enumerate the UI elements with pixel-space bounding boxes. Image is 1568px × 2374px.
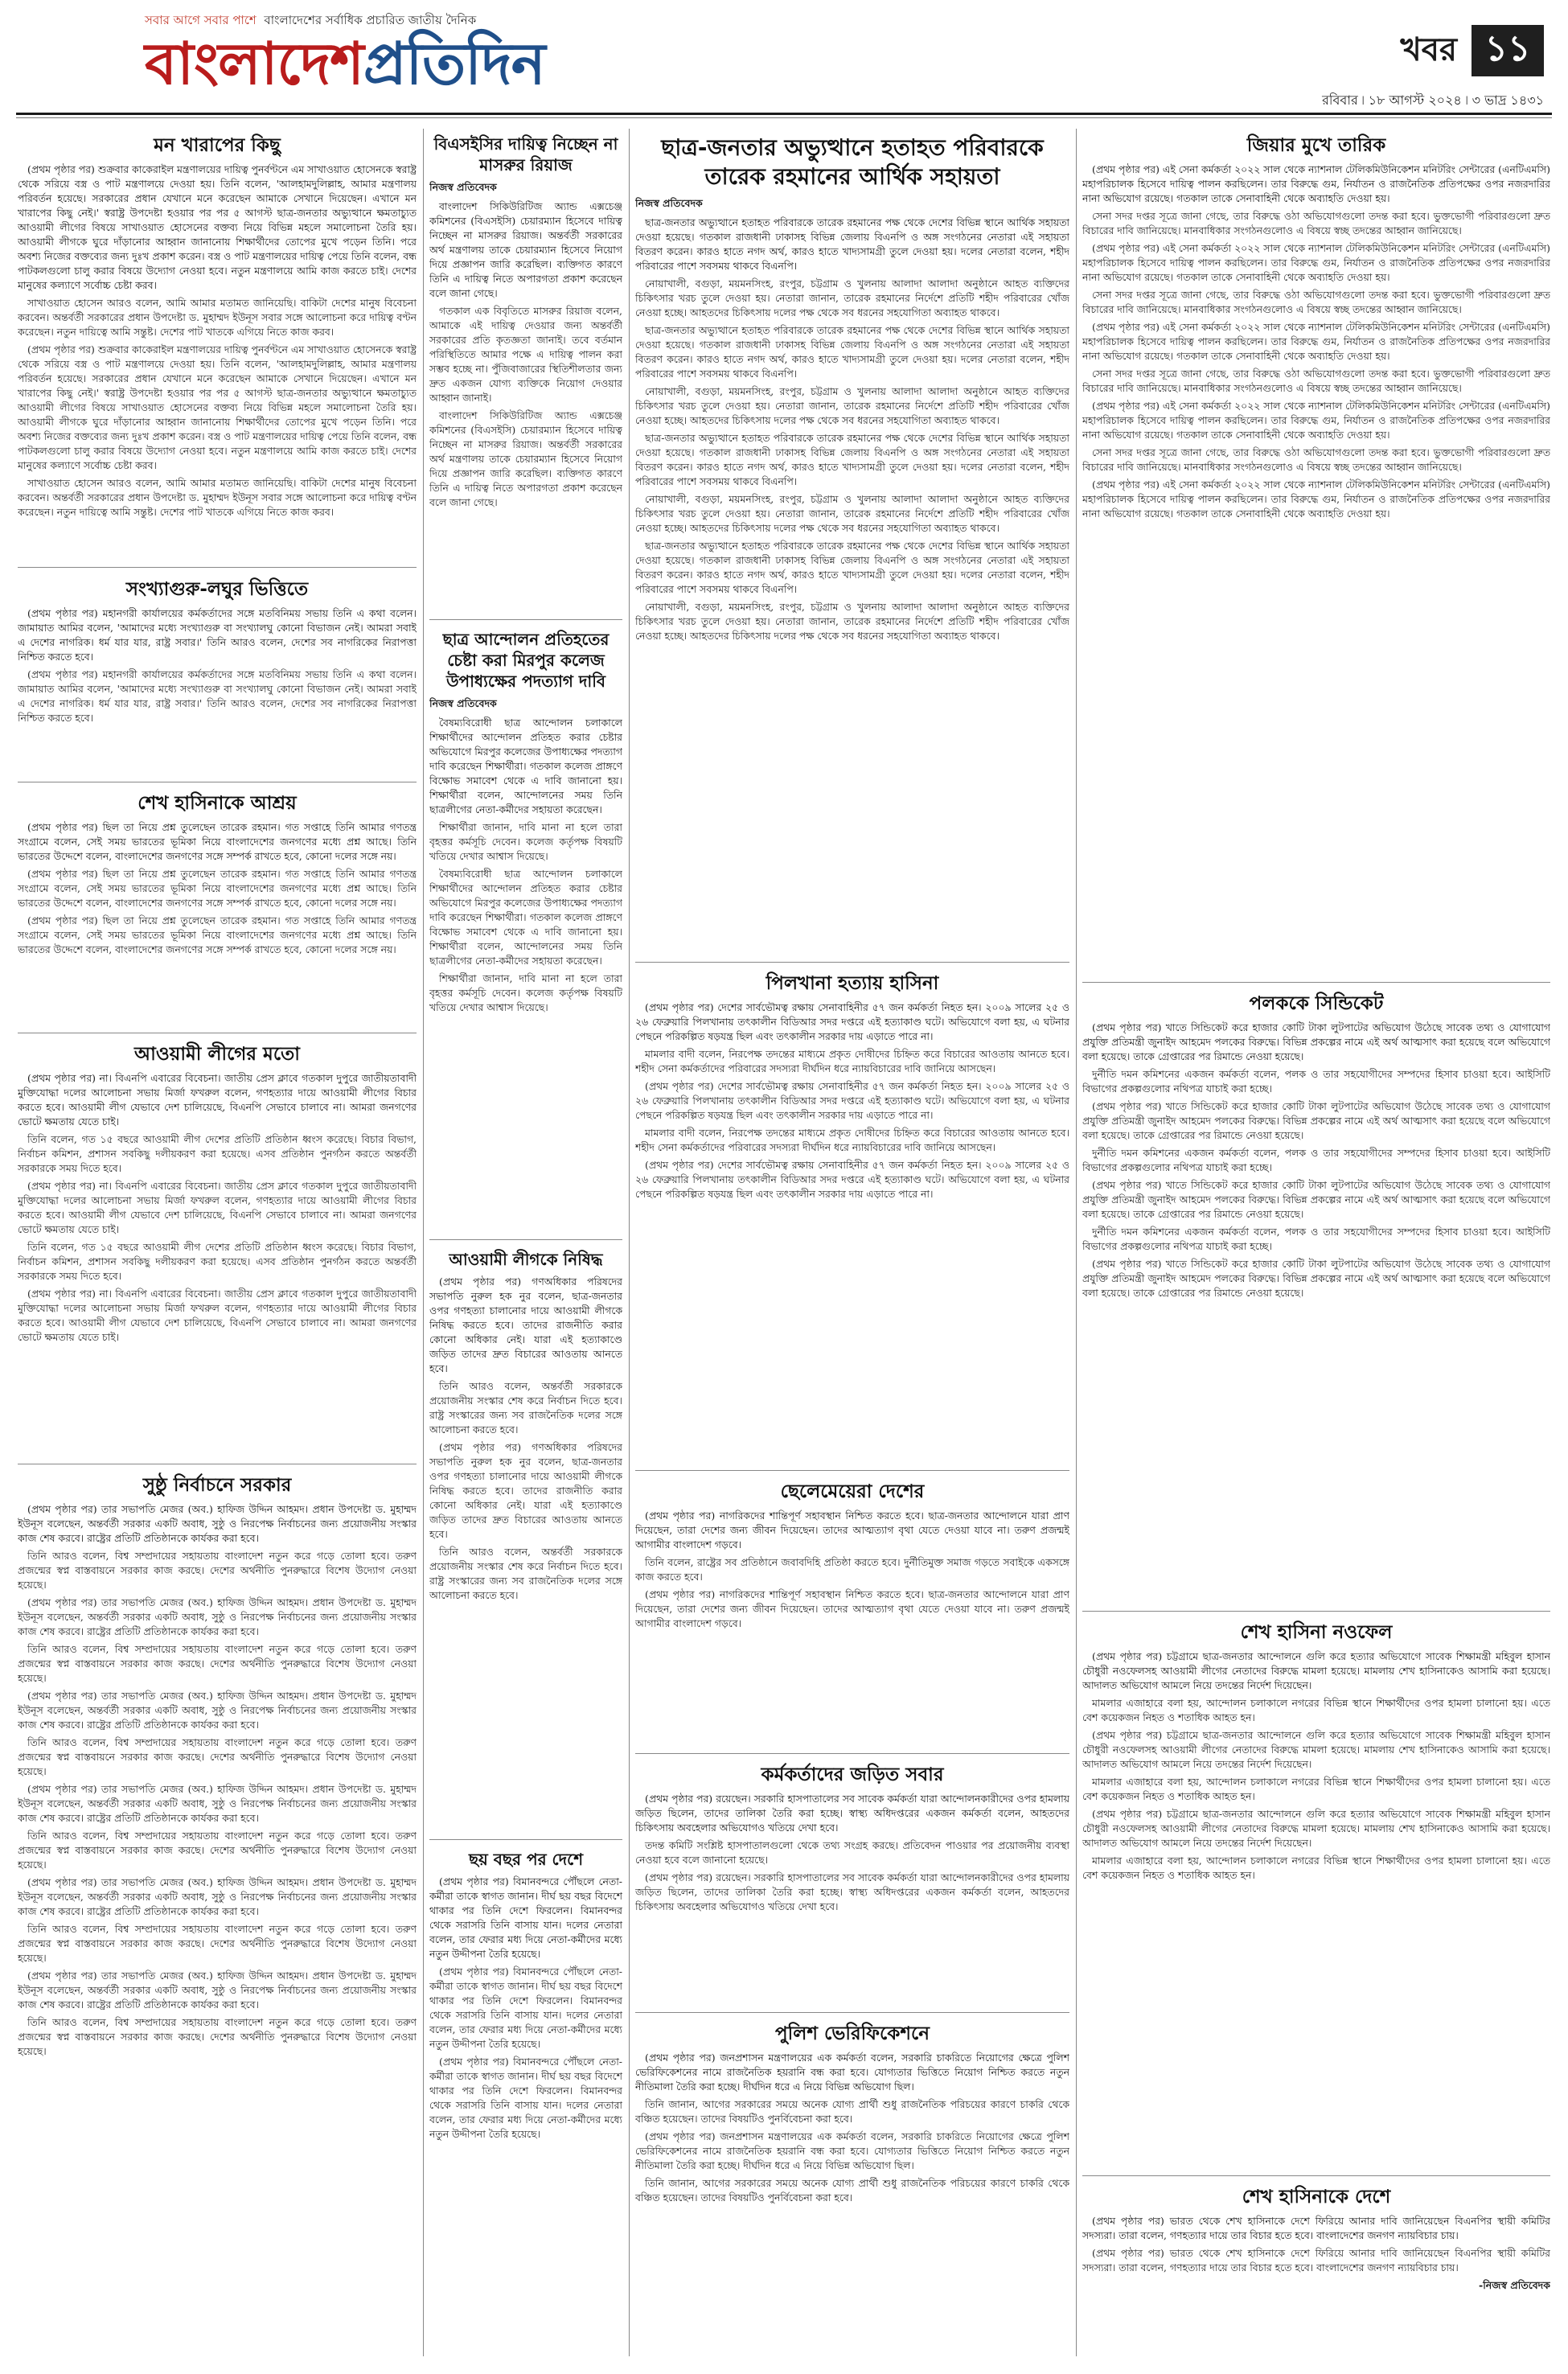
body-chhoy: (প্রথম পৃষ্ঠার পর) বিমানবন্দরে পৌঁছলে নেতা-কর্মীরা তাকে স্বাগত জানান। দীর্ঘ ছয় বছর বিদেশে থাকার পর তিনি দেশে ফিরলেন। বিমানবন্দর থেকে সরাসরি তিনি বাসায় যান। দলের নেতারা বলেন, তার ফেরার মধ্য দিয়ে নেতা-কর্মীদের মধ্যে নতুন উদ্দীপনা তৈরি হয়েছে। [429,1875,622,1960]
headline-sankhya: সংখ্যাগুরু-লঘুর ভিত্তিতে [125,579,309,600]
logo-wordmark: বাংলাদেশপ্রতিদিন [145,30,545,97]
body-palok-cont5: দুর্নীতি দমন কমিশনের একজন কর্মকর্তা বলেন, পলক ও তার সহযোগীদের সম্পদের হিসাব চাওয়া হবে। আইসিটি বিভাগের প্রকল্পগুলোর নথিপত্র যাচাই করা হচ্ছে। [1082,1226,1550,1252]
byline-mirpur: নিজস্ব প্রতিবেদক [429,697,497,709]
article-mirpur [429,624,622,1235]
body-mirpur-cont2: বৈষম্যবিরোধী ছাত্র আন্দোলন চলাকালে শিক্ষার্থীদের আন্দোলন প্রতিহত করার চেষ্টার অভিযোগে মিরপুর কলেজের উপাধ্যক্ষের পদত্যাগ দাবি করেছেন শিক্ষার্থীরা। গতকাল কলেজ প্রাঙ্গণে বিক্ষোভ সমাবেশ থেকে এ দাবি জানানো হয়। শিক্ষার্থীরা বলেন, আন্দোলনের সময় তিনি ছাত্রলীগের নেতা-কর্মীদের সহায়তা করেছেন। [429,868,622,967]
headline-noffel: শেখ হাসিনা নওফেল [1240,1622,1393,1643]
divider [1082,982,1550,983]
header-rule [16,113,1552,115]
body-sushthu-cont11: তিনি আরও বলেন, বিশ্ব সম্প্রদায়ের সহায়তায় বাংলাদেশ নতুন করে গড়ে তোলা হবে। তরুণ প্রজন্মের স্বপ্ন বাস্তবায়নে সরকার কাজ করছে। দেশের অর্থনীতি পুনরুদ্ধারে বিশেষ উদ্যোগ নেওয়া হয়েছে। [18,2016,417,2057]
body-pilkhana-cont4: (প্রথম পৃষ্ঠার পর) দেশের সার্বভৌমত্ব রক্ষায় সেনাবাহিনীর ৫৭ জন কর্মকর্তা নিহত হন। ২০০৯ সালের ২৫ ও ২৬ ফেব্রুয়ারি পিলখানায় তৎকালীন বিডিআর সদর দপ্তরে এই হত্যাকাণ্ড ঘটে। অভিযোগে বলা হয়, এ ঘটনার পেছনে পরিকল্পিত ষড়যন্ত্র ছিল এবং তৎকালীন সরকার দায় এড়াতে পারে না। [635,1159,1069,1200]
body-palok-cont: দুর্নীতি দমন কমিশনের একজন কর্মকর্তা বলেন, পলক ও তার সহযোগীদের সম্পদের হিসাব চাওয়া হবে। আইসিটি বিভাগের প্রকল্পগুলোর নথিপত্র যাচাই করা হচ্ছে। [1082,1068,1550,1095]
body-ziaur: (প্রথম পৃষ্ঠার পর) এই সেনা কর্মকর্তা ২০২২ সাল থেকে ন্যাশনাল টেলিকমিউনিকেশন মনিটরিং সেন্টারের (এনটিএমসি) মহাপরিচালক হিসেবে দায়িত্ব পালন করছিলেন। তার বিরুদ্ধে গুম, নির্যাতন ও রাজনৈতিক প্রতিপক্ষের ওপর নজরদারির নানা অভিযোগ রয়েছে। গতকাল তাকে সেনাবাহিনী থেকে অব্যাহতি দেওয়া হয়। [1082,163,1550,204]
body-mon-kharap-cont3: সাখাওয়াত হোসেন আরও বলেন, আমি আমার মতামত জানিয়েছি। বাকিটা দেশের মানুষ বিবেচনা করবেন। অন্তর্বর্তী সরকারের প্রধান উপদেষ্টা ড. মুহাম্মদ ইউনূস সবার সঙ্গে আলোচনা করে দায়িত্ব বণ্টন করেছেন। নতুন দায়িত্বে আমি সন্তুষ্ট। দেশের পাট খাতকে এগিয়ে নিতে কাজ করব। [18,477,417,518]
body-police-cont3: তিনি জানান, আগের সরকারের সময়ে অনেক যোগ্য প্রার্থী শুধু রাজনৈতিক পরিচয়ের কারণে চাকরি থেকে বঞ্চিত হয়েছেন। তাদের বিষয়টিও পুনর্বিবেচনা করা হবে। [635,2177,1069,2204]
newspaper-logo[interactable] [145,11,627,108]
column-divider [629,129,630,2356]
article-sushthu [18,1468,417,2353]
body-sushthu: (প্রথম পৃষ্ঠার পর) তার সভাপতি মেজর (অব.) হাফিজ উদ্দিন আহমদ। প্রধান উপদেষ্টা ড. মুহাম্মদ ইউনূস বলেছেন, অন্তর্বর্তী সরকার একটি অবাধ, সুষ্ঠু ও নিরপেক্ষ নির্বাচনের জন্য প্রয়োজনীয় সংস্কার কাজ শেষ করবে। রাষ্ট্রের প্রতিটি প্রতিষ্ঠানকে কার্যকর করা হবে। [18,1503,417,1544]
body-sankhya: (প্রথম পৃষ্ঠার পর) মহানগরী কার্যালয়ের কর্মকর্তাদের সঙ্গে মতবিনিময় সভায় তিনি এ কথা বলেন। জামায়াত আমির বলেন, 'আমাদের মধ্যে সংখ্যাগুরু বা সংখ্যালঘু কোনো বিভাজন নেই। আমরা সবাই এ দেশের নাগরিক। ধর্ম যার যার, রাষ্ট্র সবার।' তিনি আরও বলেন, দেশের সব নাগরিকের নিরাপত্তা নিশ্চিত করতে হবে। [18,607,417,663]
body-chhelemeyera-cont: তিনি বলেন, রাষ্ট্রের সব প্রতিষ্ঠানে জবাবদিহি প্রতিষ্ঠা করতে হবে। দুর্নীতিমুক্ত সমাজ গড়তে সবাইকে একসঙ্গে কাজ করতে হবে। [635,1556,1069,1583]
body-sushthu-cont8: (প্রথম পৃষ্ঠার পর) তার সভাপতি মেজর (অব.) হাফিজ উদ্দিন আহমদ। প্রধান উপদেষ্টা ড. মুহাম্মদ ইউনূস বলেছেন, অন্তর্বর্তী সরকার একটি অবাধ, সুষ্ঠু ও নিরপেক্ষ নির্বাচনের জন্য প্রয়োজনীয় সংস্কার কাজ শেষ করবে। রাষ্ট্রের প্রতিটি প্রতিষ্ঠানকে কার্যকর করা হবে। [18,1876,417,1917]
body-kormokorta-cont2: (প্রথম পৃষ্ঠার পর) রয়েছেন। সরকারি হাসপাতালের সব সাবেক কর্মকর্তা যারা আন্দোলনকারীদের ওপর হামলায় জড়িত ছিলেন, তাদের তালিকা তৈরি করা হচ্ছে। স্বাস্থ্য অধিদপ্তরের একজন কর্মকর্তা বলেন, আহতদের চিকিৎসায় অবহেলার অভিযোগও খতিয়ে দেখা হবে। [635,1871,1069,1912]
body-chhoy-cont: (প্রথম পৃষ্ঠার পর) বিমানবন্দরে পৌঁছলে নেতা-কর্মীরা তাকে স্বাগত জানান। দীর্ঘ ছয় বছর বিদেশে থাকার পর তিনি দেশে ফিরলেন। বিমানবন্দর থেকে সরাসরি তিনি বাসায় যান। দলের নেতারা বলেন, তার ফেরার মধ্য দিয়ে নেতা-কর্মীদের মধ্যে নতুন উদ্দীপনা তৈরি হয়েছে। [429,1965,622,2050]
body-sheikh-ashray: (প্রথম পৃষ্ঠার পর) ছিল তা নিয়ে প্রশ্ন তুলেছেন তারেক রহমান। গত সপ্তাহে তিনি আমার গণতন্ত্র সংগ্রামে বলেন, সেই সময় ভারতের ভূমিকা নিয়ে বাংলাদেশের জনগণের মধ্যে প্রশ্ন আছে। তিনি ভারতের উদ্দেশে বলেন, বাংলাদেশের জনগণের সঙ্গে সম্পর্ক রাখতে হবে, কোনো দলের সঙ্গে নয়। [18,821,417,862]
body-palok-cont2: (প্রথম পৃষ্ঠার পর) খাতে সিন্ডিকেট করে হাজার কোটি টাকা লুটপাটের অভিযোগ উঠেছে সাবেক তথ্য ও যোগাযোগ প্রযুক্তি প্রতিমন্ত্রী জুনাইদ আহমেদ পলকের বিরুদ্ধে। বিভিন্ন প্রকল্পের নামে এই অর্থ আত্মসাৎ করা হয়েছে বলে অভিযোগে বলা হয়েছে। তাকে গ্রেপ্তারের পর রিমান্ডে নেওয়া হয়েছে। [1082,1100,1550,1141]
body-bsec-cont: গতকাল এক বিবৃতিতে মাসরুর রিয়াজ বলেন, আমাকে এই দায়িত্ব দেওয়ার জন্য অন্তর্বর্তী সরকারের প্রতি কৃতজ্ঞতা জানাই। তবে বর্তমান পরিস্থিতিতে আমার পক্ষে এ দায়িত্ব পালন করা সম্ভব হচ্ছে না। পুঁজিবাজারের স্থিতিশীলতার জন্য দ্রুত একজন যোগ্য ব্যক্তিকে নিয়োগ দেওয়ার আহ্বান জানাই। [429,305,622,404]
headline-chhoy: ছয় বছর পর দেশে [468,1850,584,1869]
divider [429,619,622,620]
body-pilkhana-cont3: মামলার বাদী বলেন, নিরপেক্ষ তদন্তের মাধ্যমে প্রকৃত দোষীদের চিহ্নিত করে বিচারের আওতায় আনতে হবে। শহীদ সেনা কর্মকর্তাদের পরিবারের সদস্যরা দীর্ঘদিন ধরে ন্যায়বিচারের দাবি জানিয়ে আসছেন। [635,1127,1069,1153]
body-pilkhana-cont: মামলার বাদী বলেন, নিরপেক্ষ তদন্তের মাধ্যমে প্রকৃত দোষীদের চিহ্নিত করে বিচারের আওতায় আনতে হবে। শহীদ সেনা কর্মকর্তাদের পরিবারের সদস্যরা দীর্ঘদিন ধরে ন্যায়বিচারের দাবি জানিয়ে আসছেন। [635,1048,1069,1074]
body-noffel-cont3: মামলার এজাহারে বলা হয়, আন্দোলন চলাকালে নগরের বিভিন্ন স্থানে শিক্ষার্থীদের ওপর হামলা চালানো হয়। এতে বেশ কয়েকজন নিহত ও শতাধিক আহত হন। [1082,1776,1550,1802]
body-sushthu-cont5: তিনি আরও বলেন, বিশ্ব সম্প্রদায়ের সহায়তায় বাংলাদেশ নতুন করে গড়ে তোলা হবে। তরুণ প্রজন্মের স্বপ্ন বাস্তবায়নে সরকার কাজ করছে। দেশের অর্থনীতি পুনরুদ্ধারে বিশেষ উদ্যোগ নেওয়া হয়েছে। [18,1736,417,1777]
body-palok: (প্রথম পৃষ্ঠার পর) খাতে সিন্ডিকেট করে হাজার কোটি টাকা লুটপাটের অভিযোগ উঠেছে সাবেক তথ্য ও যোগাযোগ প্রযুক্তি প্রতিমন্ত্রী জুনাইদ আহমেদ পলকের বিরুদ্ধে। বিভিন্ন প্রকল্পের নামে এই অর্থ আত্মসাৎ করা হয়েছে বলে অভিযোগে বলা হয়েছে। তাকে গ্রেপ্তারের পর রিমান্ডে নেওয়া হয়েছে। [1082,1021,1550,1062]
body-nishiddho-cont: তিনি আরও বলেন, অন্তর্বর্তী সরকারকে প্রয়োজনীয় সংস্কার শেষ করে নির্বাচন দিতে হবে। রাষ্ট্র সংস্কারের জন্য সব রাজনৈতিক দলের সঙ্গে আলোচনা করতে হবে। [429,1380,622,1435]
body-noffel-cont5: মামলার এজাহারে বলা হয়, আন্দোলন চলাকালে নগরের বিভিন্ন স্থানে শিক্ষার্থীদের ওপর হামলা চালানো হয়। এতে বেশ কয়েকজন নিহত ও শতাধিক আহত হন। [1082,1854,1550,1881]
headline-police: পুলিশ ভেরিফিকেশনে [775,2023,930,2044]
body-tarek-help-cont7: নোয়াখালী, বগুড়া, ময়মনসিংহ, রংপুর, চট্টগ্রাম ও খুলনায় আলাদা আলাদা অনুষ্ঠানে আহত ব্যক্তিদের চিকিৎসার খরচ তুলে দেওয়া হয়। নেতারা জানান, তারেক রহমানের নির্দেশে প্রতিটি শহীদ পরিবারের খোঁজ নেওয়া হচ্ছে। আহতদের চিকিৎসায় দলের পক্ষ থেকে সব ধরনের সহযোগিতা অব্যাহত থাকবে। [635,601,1069,642]
body-sankhya-cont: (প্রথম পৃষ্ঠার পর) মহানগরী কার্যালয়ের কর্মকর্তাদের সঙ্গে মতবিনিময় সভায় তিনি এ কথা বলেন। জামায়াত আমির বলেন, 'আমাদের মধ্যে সংখ্যাগুরু বা সংখ্যালঘু কোনো বিভাজন নেই। আমরা সবাই এ দেশের নাগরিক। ধর্ম যার যার, রাষ্ট্র সবার।' তিনি আরও বলেন, দেশের সব নাগরিকের নিরাপত্তা নিশ্চিত করতে হবে। [18,668,417,724]
body-kormokorta-cont: তদন্ত কমিটি সংশ্লিষ্ট হাসপাতালগুলো থেকে তথ্য সংগ্রহ করছে। প্রতিবেদন পাওয়ার পর প্রয়োজনীয় ব্যবস্থা নেওয়া হবে বলে জানানো হয়েছে। [635,1839,1069,1866]
article-awami-moto [18,1037,417,1460]
divider [429,1839,622,1840]
article-pilkhana [635,967,1069,1465]
article-chhoy [429,1844,622,2355]
body-mon-kharap-cont2: (প্রথম পৃষ্ঠার পর) শুক্রবার কাকেরাইল মন্ত্রণালয়ের দায়িত্ব পুনর্বণ্টনে এম সাখাওয়াত হোসেনকে স্বরাষ্ট্র থেকে সরিয়ে বস্ত্র ও পাট মন্ত্রণালয়ে দেওয়া হয়। তিনি বলেন, 'আলহামদুলিল্লাহ, আমার মন্ত্রণালয় পরিবর্তন হয়েছে। সরকারের প্রধান যেখানে মনে করেছেন আমাকে সেখানে দিয়েছেন। এখানে মন খারাপের কিছু নেই।' স্বরাষ্ট্র উপদেষ্টা হওয়ার পর পর ৫ আগস্ট ছাত্র-জনতার অভ্যুত্থানে ক্ষমতাচ্যুত আওয়ামী লীগের বিষয়ে সাখাওয়াত হোসেনের বক্তব্য নিয়ে বিভিন্ন মহলে সমালোচনা তৈরি হয়। আওয়ামী লীগকে ঘুরে দাঁড়ানোর আহ্বান জানানোয় শিক্ষার্থীদের তোপের মুখে পড়েন তিনি। পরে অবশ্য নিজের বক্তব্যের জন্য দুঃখ প্রকাশ করেন। বস্ত্র ও পাট মন্ত্রণালয়ের দায়িত্ব পেয়ে তিনি বলেন, বন্ধ পাটকলগুলো চালু করার বিষয়ে উদ্যোগ নেওয়া হবে। নতুন মন্ত্রণালয়ে আমি কাজ করতে চাই। দেশের মানুষের কল্যাণে সর্বোচ্চ চেষ্টা করব। [18,343,417,471]
body-mon-kharap-cont: সাখাওয়াত হোসেন আরও বলেন, আমি আমার মতামত জানিয়েছি। বাকিটা দেশের মানুষ বিবেচনা করবেন। অন্তর্বর্তী সরকারের প্রধান উপদেষ্টা ড. মুহাম্মদ ইউনূস সবার সঙ্গে আলোচনা করে দায়িত্ব বণ্টন করেছেন। নতুন দায়িত্বে আমি সন্তুষ্ট। দেশের পাট খাতকে এগিয়ে নিতে কাজ করব। [18,297,417,338]
body-sushthu-cont7: তিনি আরও বলেন, বিশ্ব সম্প্রদায়ের সহায়তায় বাংলাদেশ নতুন করে গড়ে তোলা হবে। তরুণ প্রজন্মের স্বপ্ন বাস্তবায়নে সরকার কাজ করছে। দেশের অর্থনীতি পুনরুদ্ধারে বিশেষ উদ্যোগ নেওয়া হয়েছে। [18,1830,417,1871]
headline-kormokorta: কর্মকর্তাদের জড়িত সবার [761,1764,944,1785]
body-chhoy-cont2: (প্রথম পৃষ্ঠার পর) বিমানবন্দরে পৌঁছলে নেতা-কর্মীরা তাকে স্বাগত জানান। দীর্ঘ ছয় বছর বিদেশে থাকার পর তিনি দেশে ফিরলেন। বিমানবন্দর থেকে সরাসরি তিনি বাসায় যান। দলের নেতারা বলেন, তার ফেরার মধ্য দিয়ে নেতা-কর্মীদের মধ্যে নতুন উদ্দীপনা তৈরি হয়েছে। [429,2056,622,2140]
article-ziaur [1082,129,1550,977]
body-awami-moto: (প্রথম পৃষ্ঠার পর) না। বিএনপি এবারের বিবেচনা। জাতীয় প্রেস ক্লাবে গতকাল দুপুরে জাতীয়তাবাদী মুক্তিযোদ্ধা দলের আলোচনা সভায় মির্জা ফখরুল বলেন, গণহত্যার দায়ে আওয়ামী লীগের বিচার করতে হবে। আওয়ামী লীগ যেভাবে দেশ চালিয়েছে, বিএনপি সেভাবে চালাবে না। আমরা জনগণের ভোটে ক্ষমতায় যেতে চাই। [18,1072,417,1127]
headline-mirpur: ছাত্র আন্দোলন প্রতিহতের চেষ্টা করা মিরপুর কলেজ উপাধ্যক্ষের পদত্যাগ দাবি [442,630,610,691]
article-sheikh-deshe [1082,2180,1550,2356]
headline-tarek-help: ছাত্র-জনতার অভ্যুত্থানে হতাহত পরিবারকে তারেক রহমানের আর্থিক সহায়তা [661,134,1044,190]
body-police-cont: তিনি জানান, আগের সরকারের সময়ে অনেক যোগ্য প্রার্থী শুধু রাজনৈতিক পরিচয়ের কারণে চাকরি থেকে বঞ্চিত হয়েছেন। তাদের বিষয়টিও পুনর্বিবেচনা করা হবে। [635,2098,1069,2125]
article-kormokorta [635,1758,1069,2007]
divider [429,1239,622,1240]
article-mon-kharap [18,129,417,563]
headline-ziaur: জিয়ার মুখে তারিক [1246,135,1386,156]
divider [635,2012,1069,2013]
body-ziaur-cont3: সেনা সদর দপ্তর সূত্রে জানা গেছে, তার বিরুদ্ধে ওঠা অভিযোগগুলো তদন্ত করা হবে। ভুক্তভোগী পরিবারগুলো দ্রুত বিচারের দাবি জানিয়েছে। মানবাধিকার সংগঠনগুলোও এ বিষয়ে স্বচ্ছ তদন্তের আহ্বান জানিয়েছে। [1082,289,1550,315]
body-noffel-cont: মামলার এজাহারে বলা হয়, আন্দোলন চলাকালে নগরের বিভিন্ন স্থানে শিক্ষার্থীদের ওপর হামলা চালানো হয়। এতে বেশ কয়েকজন নিহত ও শতাধিক আহত হন। [1082,1697,1550,1723]
divider [635,962,1069,963]
byline-tarek-help: নিজস্ব প্রতিবেদক [635,197,703,209]
body-ziaur-cont2: (প্রথম পৃষ্ঠার পর) এই সেনা কর্মকর্তা ২০২২ সাল থেকে ন্যাশনাল টেলিকমিউনিকেশন মনিটরিং সেন্টারের (এনটিএমসি) মহাপরিচালক হিসেবে দায়িত্ব পালন করছিলেন। তার বিরুদ্ধে গুম, নির্যাতন ও রাজনৈতিক প্রতিপক্ষের ওপর নজরদারির নানা অভিযোগ রয়েছে। গতকাল তাকে সেনাবাহিনী থেকে অব্যাহতি দেওয়া হয়। [1082,242,1550,283]
body-mirpur: বৈষম্যবিরোধী ছাত্র আন্দোলন চলাকালে শিক্ষার্থীদের আন্দোলন প্রতিহত করার চেষ্টার অভিযোগে মিরপুর কলেজের উপাধ্যক্ষের পদত্যাগ দাবি করেছেন শিক্ষার্থীরা। গতকাল কলেজ প্রাঙ্গণে বিক্ষোভ সমাবেশ থেকে এ দাবি জানানো হয়। শিক্ষার্থীরা বলেন, আন্দোলনের সময় তিনি ছাত্রলীগের নেতা-কর্মীদের সহায়তা করেছেন। [429,717,622,815]
headline-chhelemeyera: ছেলেমেয়েরা দেশের [780,1481,925,1502]
headline-sushthu: সুষ্ঠু নির্বাচনে সরকার [142,1475,292,1496]
body-ziaur-cont: সেনা সদর দপ্তর সূত্রে জানা গেছে, তার বিরুদ্ধে ওঠা অভিযোগগুলো তদন্ত করা হবে। ভুক্তভোগী পরিবারগুলো দ্রুত বিচারের দাবি জানিয়েছে। মানবাধিকার সংগঠনগুলোও এ বিষয়ে স্বচ্ছ তদন্তের আহ্বান জানিয়েছে। [1082,210,1550,236]
body-awami-moto-cont4: (প্রথম পৃষ্ঠার পর) না। বিএনপি এবারের বিবেচনা। জাতীয় প্রেস ক্লাবে গতকাল দুপুরে জাতীয়তাবাদী মুক্তিযোদ্ধা দলের আলোচনা সভায় মির্জা ফখরুল বলেন, গণহত্যার দায়ে আওয়ামী লীগের বিচার করতে হবে। আওয়ামী লীগ যেভাবে দেশ চালিয়েছে, বিএনপি সেভাবে চালাবে না। আমরা জনগণের ভোটে ক্ষমতায় যেতে চাই। [18,1288,417,1343]
body-sushthu-cont2: (প্রথম পৃষ্ঠার পর) তার সভাপতি মেজর (অব.) হাফিজ উদ্দিন আহমদ। প্রধান উপদেষ্টা ড. মুহাম্মদ ইউনূস বলেছেন, অন্তর্বর্তী সরকার একটি অবাধ, সুষ্ঠু ও নিরপেক্ষ নির্বাচনের জন্য প্রয়োজনীয় সংস্কার কাজ শেষ করবে। রাষ্ট্রের প্রতিটি প্রতিষ্ঠানকে কার্যকর করা হবে। [18,1596,417,1637]
body-sushthu-cont6: (প্রথম পৃষ্ঠার পর) তার সভাপতি মেজর (অব.) হাফিজ উদ্দিন আহমদ। প্রধান উপদেষ্টা ড. মুহাম্মদ ইউনূস বলেছেন, অন্তর্বর্তী সরকার একটি অবাধ, সুষ্ঠু ও নিরপেক্ষ নির্বাচনের জন্য প্রয়োজনীয় সংস্কার কাজ শেষ করবে। রাষ্ট্রের প্রতিটি প্রতিষ্ঠানকে কার্যকর করা হবে। [18,1783,417,1824]
byline-sheikh-deshe: -নিজস্ব প্রতিবেদক [1479,2279,1550,2291]
body-noffel: (প্রথম পৃষ্ঠার পর) চট্টগ্রামে ছাত্র-জনতার আন্দোলনে গুলি করে হত্যার অভিযোগে সাবেক শিক্ষামন্ত্রী মহিবুল হাসান চৌধুরী নওফেলসহ আওয়ামী লীগের নেতাদের বিরুদ্ধে মামলা হয়েছে। মামলায় শেখ হাসিনাকেও আসামি করা হয়েছে। আদালত অভিযোগ আমলে নিয়ে তদন্তের নির্দেশ দিয়েছেন। [1082,1650,1550,1691]
body-noffel-cont4: (প্রথম পৃষ্ঠার পর) চট্টগ্রামে ছাত্র-জনতার আন্দোলনে গুলি করে হত্যার অভিযোগে সাবেক শিক্ষামন্ত্রী মহিবুল হাসান চৌধুরী নওফেলসহ আওয়ামী লীগের নেতাদের বিরুদ্ধে মামলা হয়েছে। মামলায় শেখ হাসিনাকেও আসামি করা হয়েছে। আদালত অভিযোগ আমলে নিয়ে তদন্তের নির্দেশ দিয়েছেন। [1082,1808,1550,1849]
body-mirpur-cont3: শিক্ষার্থীরা জানান, দাবি মানা না হলে তারা বৃহত্তর কর্মসূচি দেবেন। কলেজ কর্তৃপক্ষ বিষয়টি খতিয়ে দেখার আশ্বাস দিয়েছে। [429,972,622,1013]
body-ziaur-cont8: (প্রথম পৃষ্ঠার পর) এই সেনা কর্মকর্তা ২০২২ সাল থেকে ন্যাশনাল টেলিকমিউনিকেশন মনিটরিং সেন্টারের (এনটিএমসি) মহাপরিচালক হিসেবে দায়িত্ব পালন করছিলেন। তার বিরুদ্ধে গুম, নির্যাতন ও রাজনৈতিক প্রতিপক্ষের ওপর নজরদারির নানা অভিযোগ রয়েছে। গতকাল তাকে সেনাবাহিনী থেকে অব্যাহতি দেওয়া হয়। [1082,478,1550,520]
byline-bsec: নিজস্ব প্রতিবেদক [429,181,497,193]
body-pilkhana: (প্রথম পৃষ্ঠার পর) দেশের সার্বভৌমত্ব রক্ষায় সেনাবাহিনীর ৫৭ জন কর্মকর্তা নিহত হন। ২০০৯ সালের ২৫ ও ২৬ ফেব্রুয়ারি পিলখানায় তৎকালীন বিডিআর সদর দপ্তরে এই হত্যাকাণ্ড ঘটে। অভিযোগে বলা হয়, এ ঘটনার পেছনে পরিকল্পিত ষড়যন্ত্র ছিল এবং তৎকালীন সরকার দায় এড়াতে পারে না। [635,1001,1069,1042]
body-noffel-cont2: (প্রথম পৃষ্ঠার পর) চট্টগ্রামে ছাত্র-জনতার আন্দোলনে গুলি করে হত্যার অভিযোগে সাবেক শিক্ষামন্ত্রী মহিবুল হাসান চৌধুরী নওফেলসহ আওয়ামী লীগের নেতাদের বিরুদ্ধে মামলা হয়েছে। মামলায় শেখ হাসিনাকেও আসামি করা হয়েছে। আদালত অভিযোগ আমলে নিয়ে তদন্তের নির্দেশ দিয়েছেন। [1082,1729,1550,1770]
headline-sheikh-ashray: শেখ হাসিনাকে আশ্রয় [138,793,297,814]
body-tarek-help: ছাত্র-জনতার অভ্যুত্থানে হতাহত পরিবারকে তারেক রহমানের পক্ষ থেকে দেশের বিভিন্ন স্থানে আর্থিক সহায়তা দেওয়া হয়েছে। গতকাল রাজধানী ঢাকাসহ বিভিন্ন জেলায় বিএনপি ও অঙ্গ সংগঠনের নেতারা এই সহায়তা বিতরণ করেন। কারও হাতে নগদ অর্থ, কারও হাতে খাদ্যসামগ্রী তুলে দেওয়া হয়। দলের নেতারা বলেন, শহীদ পরিবারের পাশে সবসময় থাকবে বিএনপি। [635,216,1069,272]
headline-bsec: বিএসইসির দায়িত্ব নিচ্ছেন না মাসরুর রিয়াজ [433,134,618,175]
column-divider [423,129,424,2356]
body-nishiddho: (প্রথম পৃষ্ঠার পর) গণঅধিকার পরিষদের সভাপতি নুরুল হক নুর বলেন, ছাত্র-জনতার ওপর গণহত্যা চালানোর দায়ে আওয়ামী লীগকে নিষিদ্ধ করতে হবে। তাদের রাজনীতি করার কোনো অধিকার নেই। যারা এই হত্যাকাণ্ডে জড়িত তাদের দ্রুত বিচারের আওতায় আনতে হবে। [429,1275,622,1374]
body-sheikh-ashray-cont2: (প্রথম পৃষ্ঠার পর) ছিল তা নিয়ে প্রশ্ন তুলেছেন তারেক রহমান। গত সপ্তাহে তিনি আমার গণতন্ত্র সংগ্রামে বলেন, সেই সময় ভারতের ভূমিকা নিয়ে বাংলাদেশের জনগণের মধ্যে প্রশ্ন আছে। তিনি ভারতের উদ্দেশে বলেন, বাংলাদেশের জনগণের সঙ্গে সম্পর্ক রাখতে হবে, কোনো দলের সঙ্গে নয়। [18,914,417,955]
body-nishiddho-cont2: (প্রথম পৃষ্ঠার পর) গণঅধিকার পরিষদের সভাপতি নুরুল হক নুর বলেন, ছাত্র-জনতার ওপর গণহত্যা চালানোর দায়ে আওয়ামী লীগকে নিষিদ্ধ করতে হবে। তাদের রাজনীতি করার কোনো অধিকার নেই। যারা এই হত্যাকাণ্ডে জড়িত তাদের দ্রুত বিচারের আওতায় আনতে হবে। [429,1441,622,1540]
headline-palok: পলককে সিন্ডিকেট [1249,993,1384,1014]
body-tarek-help-cont5: নোয়াখালী, বগুড়া, ময়মনসিংহ, রংপুর, চট্টগ্রাম ও খুলনায় আলাদা আলাদা অনুষ্ঠানে আহত ব্যক্তিদের চিকিৎসার খরচ তুলে দেওয়া হয়। নেতারা জানান, তারেক রহমানের নির্দেশে প্রতিটি শহীদ পরিবারের খোঁজ নেওয়া হচ্ছে। আহতদের চিকিৎসায় দলের পক্ষ থেকে সব ধরনের সহযোগিতা অব্যাহত থাকবে। [635,493,1069,534]
body-sushthu-cont9: তিনি আরও বলেন, বিশ্ব সম্প্রদায়ের সহায়তায় বাংলাদেশ নতুন করে গড়ে তোলা হবে। তরুণ প্রজন্মের স্বপ্ন বাস্তবায়নে সরকার কাজ করছে। দেশের অর্থনীতি পুনরুদ্ধারে বিশেষ উদ্যোগ নেওয়া হয়েছে। [18,1923,417,1964]
body-bsec: বাংলাদেশ সিকিউরিটিজ অ্যান্ড এক্সচেঞ্জ কমিশনের (বিএসইসি) চেয়ারম্যান হিসেবে দায়িত্ব নিচ্ছেন না মাসরুর রিয়াজ। অন্তর্বর্তী সরকারের অর্থ মন্ত্রণালয় তাকে চেয়ারম্যান হিসেবে নিয়োগ দিয়ে প্রজ্ঞাপন জারি করেছিল। ব্যক্তিগত কারণে তিনি এ দায়িত্ব নিতে অপারগতা প্রকাশ করেছেন বলে জানা গেছে। [429,200,622,299]
divider [1082,2175,1550,2176]
body-ziaur-cont7: সেনা সদর দপ্তর সূত্রে জানা গেছে, তার বিরুদ্ধে ওঠা অভিযোগগুলো তদন্ত করা হবে। ভুক্তভোগী পরিবারগুলো দ্রুত বিচারের দাবি জানিয়েছে। মানবাধিকার সংগঠনগুলোও এ বিষয়ে স্বচ্ছ তদন্তের আহ্বান জানিয়েছে। [1082,446,1550,473]
body-tarek-help-cont2: ছাত্র-জনতার অভ্যুত্থানে হতাহত পরিবারকে তারেক রহমানের পক্ষ থেকে দেশের বিভিন্ন স্থানে আর্থিক সহায়তা দেওয়া হয়েছে। গতকাল রাজধানী ঢাকাসহ বিভিন্ন জেলায় বিএনপি ও অঙ্গ সংগঠনের নেতারা এই সহায়তা বিতরণ করেন। কারও হাতে নগদ অর্থ, কারও হাতে খাদ্যসামগ্রী তুলে দেওয়া হয়। দলের নেতারা বলেন, শহীদ পরিবারের পাশে সবসময় থাকবে বিএনপি। [635,324,1069,380]
body-mon-kharap: (প্রথম পৃষ্ঠার পর) শুক্রবার কাকেরাইল মন্ত্রণালয়ের দায়িত্ব পুনর্বণ্টনে এম সাখাওয়াত হোসেনকে স্বরাষ্ট্র থেকে সরিয়ে বস্ত্র ও পাট মন্ত্রণালয়ে দেওয়া হয়। তিনি বলেন, 'আলহামদুলিল্লাহ, আমার মন্ত্রণালয় পরিবর্তন হয়েছে। সরকারের প্রধান যেখানে মনে করেছেন আমাকে সেখানে দিয়েছেন। এখানে মন খারাপের কিছু নেই।' স্বরাষ্ট্র উপদেষ্টা হওয়ার পর পর ৫ আগস্ট ছাত্র-জনতার অভ্যুত্থানে ক্ষমতাচ্যুত আওয়ামী লীগের বিষয়ে সাখাওয়াত হোসেনের বক্তব্য নিয়ে বিভিন্ন মহলে সমালোচনা তৈরি হয়। আওয়ামী লীগকে ঘুরে দাঁড়ানোর আহ্বান জানানোয় শিক্ষার্থীদের তোপের মুখে পড়েন তিনি। পরে অবশ্য নিজের বক্তব্যের জন্য দুঃখ প্রকাশ করেন। বস্ত্র ও পাট মন্ত্রণালয়ের দায়িত্ব পেয়ে তিনি বলেন, বন্ধ পাটকলগুলো চালু করার বিষয়ে উদ্যোগ নেওয়া হবে। নতুন মন্ত্রণালয়ে আমি কাজ করতে চাই। দেশের মানুষের কল্যাণে সর্বোচ্চ চেষ্টা করব। [18,163,417,291]
body-ziaur-cont4: (প্রথম পৃষ্ঠার পর) এই সেনা কর্মকর্তা ২০২২ সাল থেকে ন্যাশনাল টেলিকমিউনিকেশন মনিটরিং সেন্টারের (এনটিএমসি) মহাপরিচালক হিসেবে দায়িত্ব পালন করছিলেন। তার বিরুদ্ধে গুম, নির্যাতন ও রাজনৈতিক প্রতিপক্ষের ওপর নজরদারির নানা অভিযোগ রয়েছে। গতকাল তাকে সেনাবাহিনী থেকে অব্যাহতি দেওয়া হয়। [1082,321,1550,362]
body-sushthu-cont3: তিনি আরও বলেন, বিশ্ব সম্প্রদায়ের সহায়তায় বাংলাদেশ নতুন করে গড়ে তোলা হবে। তরুণ প্রজন্মের স্বপ্ন বাস্তবায়নে সরকার কাজ করছে। দেশের অর্থনীতি পুনরুদ্ধারে বিশেষ উদ্যোগ নেওয়া হয়েছে। [18,1643,417,1684]
masthead [0,0,1568,129]
divider [635,1470,1069,1471]
article-palok [1082,987,1550,1606]
body-sheikh-deshe: (প্রথম পৃষ্ঠার পর) ভারত থেকে শেখ হাসিনাকে দেশে ফিরিয়ে আনার দাবি জানিয়েছেন বিএনপির স্থায়ী কমিটির সদস্যরা। তারা বলেন, গণহত্যার দায়ে তার বিচার হতে হবে। বাংলাদেশের জনগণ ন্যায়বিচার চায়। [1082,2215,1550,2241]
body-sushthu-cont4: (প্রথম পৃষ্ঠার পর) তার সভাপতি মেজর (অব.) হাফিজ উদ্দিন আহমদ। প্রধান উপদেষ্টা ড. মুহাম্মদ ইউনূস বলেছেন, অন্তর্বর্তী সরকার একটি অবাধ, সুষ্ঠু ও নিরপেক্ষ নির্বাচনের জন্য প্রয়োজনীয় সংস্কার কাজ শেষ করবে। রাষ্ট্রের প্রতিটি প্রতিষ্ঠানকে কার্যকর করা হবে। [18,1690,417,1731]
article-noffel [1082,1616,1550,2171]
body-sheikh-ashray-cont: (প্রথম পৃষ্ঠার পর) ছিল তা নিয়ে প্রশ্ন তুলেছেন তারেক রহমান। গত সপ্তাহে তিনি আমার গণতন্ত্র সংগ্রামে বলেন, সেই সময় ভারতের ভূমিকা নিয়ে বাংলাদেশের জনগণের মধ্যে প্রশ্ন আছে। তিনি ভারতের উদ্দেশে বলেন, বাংলাদেশের জনগণের সঙ্গে সম্পর্ক রাখতে হবে, কোনো দলের সঙ্গে নয়। [18,868,417,909]
article-nishiddho [429,1244,622,1835]
body-awami-moto-cont2: (প্রথম পৃষ্ঠার পর) না। বিএনপি এবারের বিবেচনা। জাতীয় প্রেস ক্লাবে গতকাল দুপুরে জাতীয়তাবাদী মুক্তিযোদ্ধা দলের আলোচনা সভায় মির্জা ফখরুল বলেন, গণহত্যার দায়ে আওয়ামী লীগের বিচার করতে হবে। আওয়ামী লীগ যেভাবে দেশ চালিয়েছে, বিএনপি সেভাবে চালাবে না। আমরা জনগণের ভোটে ক্ষমতায় যেতে চাই। [18,1180,417,1235]
article-sheikh-ashray [18,787,417,1028]
body-chhelemeyera: (প্রথম পৃষ্ঠার পর) নাগরিকদের শান্তিপূর্ণ সহাবস্থান নিশ্চিত করতে হবে। ছাত্র-জনতার আন্দোলনে যারা প্রাণ দিয়েছেন, তারা দেশের জন্য জীবন দিয়েছেন। তাদের আত্মত্যাগ বৃথা যেতে দেওয়া যাবে না। তরুণ প্রজন্মই আগামীর বাংলাদেশ গড়বে। [635,1509,1069,1550]
body-kormokorta: (প্রথম পৃষ্ঠার পর) রয়েছেন। সরকারি হাসপাতালের সব সাবেক কর্মকর্তা যারা আন্দোলনকারীদের ওপর হামলায় জড়িত ছিলেন, তাদের তালিকা তৈরি করা হচ্ছে। স্বাস্থ্য অধিদপ্তরের একজন কর্মকর্তা বলেন, আহতদের চিকিৎসায় অবহেলার অভিযোগও খতিয়ে দেখা হবে। [635,1793,1069,1834]
section-header [1400,23,1544,79]
body-tarek-help-cont: নোয়াখালী, বগুড়া, ময়মনসিংহ, রংপুর, চট্টগ্রাম ও খুলনায় আলাদা আলাদা অনুষ্ঠানে আহত ব্যক্তিদের চিকিৎসার খরচ তুলে দেওয়া হয়। নেতারা জানান, তারেক রহমানের নির্দেশে প্রতিটি শহীদ পরিবারের খোঁজ নেওয়া হচ্ছে। আহতদের চিকিৎসায় দলের পক্ষ থেকে সব ধরনের সহযোগিতা অব্যাহত থাকবে। [635,277,1069,318]
divider [1082,1611,1550,1612]
body-pilkhana-cont2: (প্রথম পৃষ্ঠার পর) দেশের সার্বভৌমত্ব রক্ষায় সেনাবাহিনীর ৫৭ জন কর্মকর্তা নিহত হন। ২০০৯ সালের ২৫ ও ২৬ ফেব্রুয়ারি পিলখানায় তৎকালীন বিডিআর সদর দপ্তরে এই হত্যাকাণ্ড ঘটে। অভিযোগে বলা হয়, এ ঘটনার পেছনে পরিকল্পিত ষড়যন্ত্র ছিল এবং তৎকালীন সরকার দায় এড়াতে পারে না। [635,1080,1069,1121]
article-tarek-help [635,129,1069,957]
divider [635,1753,1069,1754]
article-police [635,2017,1069,2355]
section-name: খবর [1400,31,1457,68]
article-chhelemeyera [635,1475,1069,1748]
body-police-cont2: (প্রথম পৃষ্ঠার পর) জনপ্রশাসন মন্ত্রণালয়ের এক কর্মকর্তা বলেন, সরকারি চাকরিতে নিয়োগের ক্ষেত্রে পুলিশ ভেরিফিকেশনের নামে রাজনৈতিক হয়রানি বন্ধ করা হবে। যোগ্যতার ভিত্তিতে নিয়োগ নিশ্চিত করতে নতুন নীতিমালা তৈরি করা হচ্ছে। দীর্ঘদিন ধরে এ নিয়ে বিভিন্ন অভিযোগ ছিল। [635,2130,1069,2171]
article-bsec [429,129,622,615]
body-palok-cont4: (প্রথম পৃষ্ঠার পর) খাতে সিন্ডিকেট করে হাজার কোটি টাকা লুটপাটের অভিযোগ উঠেছে সাবেক তথ্য ও যোগাযোগ প্রযুক্তি প্রতিমন্ত্রী জুনাইদ আহমেদ পলকের বিরুদ্ধে। বিভিন্ন প্রকল্পের নামে এই অর্থ আত্মসাৎ করা হয়েছে বলে অভিযোগে বলা হয়েছে। তাকে গ্রেপ্তারের পর রিমান্ডে নেওয়া হয়েছে। [1082,1179,1550,1220]
body-mirpur-cont: শিক্ষার্থীরা জানান, দাবি মানা না হলে তারা বৃহত্তর কর্মসূচি দেবেন। কলেজ কর্তৃপক্ষ বিষয়টি খতিয়ে দেখার আশ্বাস দিয়েছে। [429,821,622,862]
body-ziaur-cont6: (প্রথম পৃষ্ঠার পর) এই সেনা কর্মকর্তা ২০২২ সাল থেকে ন্যাশনাল টেলিকমিউনিকেশন মনিটরিং সেন্টারের (এনটিএমসি) মহাপরিচালক হিসেবে দায়িত্ব পালন করছিলেন। তার বিরুদ্ধে গুম, নির্যাতন ও রাজনৈতিক প্রতিপক্ষের ওপর নজরদারির নানা অভিযোগ রয়েছে। গতকাল তাকে সেনাবাহিনী থেকে অব্যাহতি দেওয়া হয়। [1082,400,1550,441]
body-sushthu-cont: তিনি আরও বলেন, বিশ্ব সম্প্রদায়ের সহায়তায় বাংলাদেশ নতুন করে গড়ে তোলা হবে। তরুণ প্রজন্মের স্বপ্ন বাস্তবায়নে সরকার কাজ করছে। দেশের অর্থনীতি পুনরুদ্ধারে বিশেষ উদ্যোগ নেওয়া হয়েছে। [18,1550,417,1591]
body-awami-moto-cont3: তিনি বলেন, গত ১৫ বছরে আওয়ামী লীগ দেশের প্রতিটি প্রতিষ্ঠান ধ্বংস করেছে। বিচার বিভাগ, নির্বাচন কমিশন, প্রশাসন সবকিছু দলীয়করণ করা হয়েছে। এসব প্রতিষ্ঠান পুনর্গঠন করতে অন্তর্বর্তী সরকারকে সময় দিতে হবে। [18,1241,417,1282]
body-sushthu-cont10: (প্রথম পৃষ্ঠার পর) তার সভাপতি মেজর (অব.) হাফিজ উদ্দিন আহমদ। প্রধান উপদেষ্টা ড. মুহাম্মদ ইউনূস বলেছেন, অন্তর্বর্তী সরকার একটি অবাধ, সুষ্ঠু ও নিরপেক্ষ নির্বাচনের জন্য প্রয়োজনীয় সংস্কার কাজ শেষ করবে। রাষ্ট্রের প্রতিটি প্রতিষ্ঠানকে কার্যকর করা হবে। [18,1969,417,2011]
body-tarek-help-cont4: ছাত্র-জনতার অভ্যুত্থানে হতাহত পরিবারকে তারেক রহমানের পক্ষ থেকে দেশের বিভিন্ন স্থানে আর্থিক সহায়তা দেওয়া হয়েছে। গতকাল রাজধানী ঢাকাসহ বিভিন্ন জেলায় বিএনপি ও অঙ্গ সংগঠনের নেতারা এই সহায়তা বিতরণ করেন। কারও হাতে নগদ অর্থ, কারও হাতে খাদ্যসামগ্রী তুলে দেওয়া হয়। দলের নেতারা বলেন, শহীদ পরিবারের পাশে সবসময় থাকবে বিএনপি। [635,432,1069,487]
body-chhelemeyera-cont2: (প্রথম পৃষ্ঠার পর) নাগরিকদের শান্তিপূর্ণ সহাবস্থান নিশ্চিত করতে হবে। ছাত্র-জনতার আন্দোলনে যারা প্রাণ দিয়েছেন, তারা দেশের জন্য জীবন দিয়েছেন। তাদের আত্মত্যাগ বৃথা যেতে দেওয়া যাবে না। তরুণ প্রজন্মই আগামীর বাংলাদেশ গড়বে। [635,1588,1069,1629]
headline-mon-kharap: মন খারাপের কিছু [154,135,281,156]
page-number: ১১ [1472,25,1544,76]
logo-tagline: সবার আগে সবার পাশে বাংলাদেশের সর্বাধিক প্রচারিত জাতীয় দৈনিক [145,13,477,27]
header-rule-thin [16,117,1552,118]
body-nishiddho-cont3: তিনি আরও বলেন, অন্তর্বর্তী সরকারকে প্রয়োজনীয় সংস্কার শেষ করে নির্বাচন দিতে হবে। রাষ্ট্র সংস্কারের জন্য সব রাজনৈতিক দলের সঙ্গে আলোচনা করতে হবে। [429,1546,622,1601]
headline-awami-moto: আওয়ামী লীগের মতো [134,1044,300,1065]
dateline: রবিবার ৷ ১৮ আগস্ট ২০২৪ ৷ ৩ ভাদ্র ১৪৩১ [1322,92,1544,108]
body-police: (প্রথম পৃষ্ঠার পর) জনপ্রশাসন মন্ত্রণালয়ের এক কর্মকর্তা বলেন, সরকারি চাকরিতে নিয়োগের ক্ষেত্রে পুলিশ ভেরিফিকেশনের নামে রাজনৈতিক হয়রানি বন্ধ করা হবে। যোগ্যতার ভিত্তিতে নিয়োগ নিশ্চিত করতে নতুন নীতিমালা তৈরি করা হচ্ছে। দীর্ঘদিন ধরে এ নিয়ে বিভিন্ন অভিযোগ ছিল। [635,2052,1069,2093]
body-bsec-cont2: বাংলাদেশ সিকিউরিটিজ অ্যান্ড এক্সচেঞ্জ কমিশনের (বিএসইসি) চেয়ারম্যান হিসেবে দায়িত্ব নিচ্ছেন না মাসরুর রিয়াজ। অন্তর্বর্তী সরকারের অর্থ মন্ত্রণালয় তাকে চেয়ারম্যান হিসেবে নিয়োগ দিয়ে প্রজ্ঞাপন জারি করেছিল। ব্যক্তিগত কারণে তিনি এ দায়িত্ব নিতে অপারগতা প্রকাশ করেছেন বলে জানা গেছে। [429,409,622,508]
body-tarek-help-cont6: ছাত্র-জনতার অভ্যুত্থানে হতাহত পরিবারকে তারেক রহমানের পক্ষ থেকে দেশের বিভিন্ন স্থানে আর্থিক সহায়তা দেওয়া হয়েছে। গতকাল রাজধানী ঢাকাসহ বিভিন্ন জেলায় বিএনপি ও অঙ্গ সংগঠনের নেতারা এই সহায়তা বিতরণ করেন। কারও হাতে নগদ অর্থ, কারও হাতে খাদ্যসামগ্রী তুলে দেওয়া হয়। দলের নেতারা বলেন, শহীদ পরিবারের পাশে সবসময় থাকবে বিএনপি। [635,540,1069,595]
headline-sheikh-deshe: শেখ হাসিনাকে দেশে [1242,2187,1391,2208]
column-divider [1076,129,1077,2356]
divider [18,567,417,568]
headline-nishiddho: আওয়ামী লীগকে নিষিদ্ধ [449,1250,603,1269]
body-palok-cont3: দুর্নীতি দমন কমিশনের একজন কর্মকর্তা বলেন, পলক ও তার সহযোগীদের সম্পদের হিসাব চাওয়া হবে। আইসিটি বিভাগের প্রকল্পগুলোর নথিপত্র যাচাই করা হচ্ছে। [1082,1147,1550,1173]
body-tarek-help-cont3: নোয়াখালী, বগুড়া, ময়মনসিংহ, রংপুর, চট্টগ্রাম ও খুলনায় আলাদা আলাদা অনুষ্ঠানে আহত ব্যক্তিদের চিকিৎসার খরচ তুলে দেওয়া হয়। নেতারা জানান, তারেক রহমানের নির্দেশে প্রতিটি শহীদ পরিবারের খোঁজ নেওয়া হচ্ছে। আহতদের চিকিৎসায় দলের পক্ষ থেকে সব ধরনের সহযোগিতা অব্যাহত থাকবে। [635,385,1069,426]
headline-pilkhana: পিলখানা হত্যায় হাসিনা [766,973,939,994]
article-sankhya [18,573,417,778]
body-palok-cont6: (প্রথম পৃষ্ঠার পর) খাতে সিন্ডিকেট করে হাজার কোটি টাকা লুটপাটের অভিযোগ উঠেছে সাবেক তথ্য ও যোগাযোগ প্রযুক্তি প্রতিমন্ত্রী জুনাইদ আহমেদ পলকের বিরুদ্ধে। বিভিন্ন প্রকল্পের নামে এই অর্থ আত্মসাৎ করা হয়েছে বলে অভিযোগে বলা হয়েছে। তাকে গ্রেপ্তারের পর রিমান্ডে নেওয়া হয়েছে। [1082,1258,1550,1299]
body-ziaur-cont5: সেনা সদর দপ্তর সূত্রে জানা গেছে, তার বিরুদ্ধে ওঠা অভিযোগগুলো তদন্ত করা হবে। ভুক্তভোগী পরিবারগুলো দ্রুত বিচারের দাবি জানিয়েছে। মানবাধিকার সংগঠনগুলোও এ বিষয়ে স্বচ্ছ তদন্তের আহ্বান জানিয়েছে। [1082,368,1550,394]
body-sheikh-deshe-cont: (প্রথম পৃষ্ঠার পর) ভারত থেকে শেখ হাসিনাকে দেশে ফিরিয়ে আনার দাবি জানিয়েছেন বিএনপির স্থায়ী কমিটির সদস্যরা। তারা বলেন, গণহত্যার দায়ে তার বিচার হতে হবে। বাংলাদেশের জনগণ ন্যায়বিচার চায়। [1082,2247,1550,2273]
body-awami-moto-cont: তিনি বলেন, গত ১৫ বছরে আওয়ামী লীগ দেশের প্রতিটি প্রতিষ্ঠান ধ্বংস করেছে। বিচার বিভাগ, নির্বাচন কমিশন, প্রশাসন সবকিছু দলীয়করণ করা হয়েছে। এসব প্রতিষ্ঠান পুনর্গঠন করতে অন্তর্বর্তী সরকারকে সময় দিতে হবে। [18,1133,417,1174]
